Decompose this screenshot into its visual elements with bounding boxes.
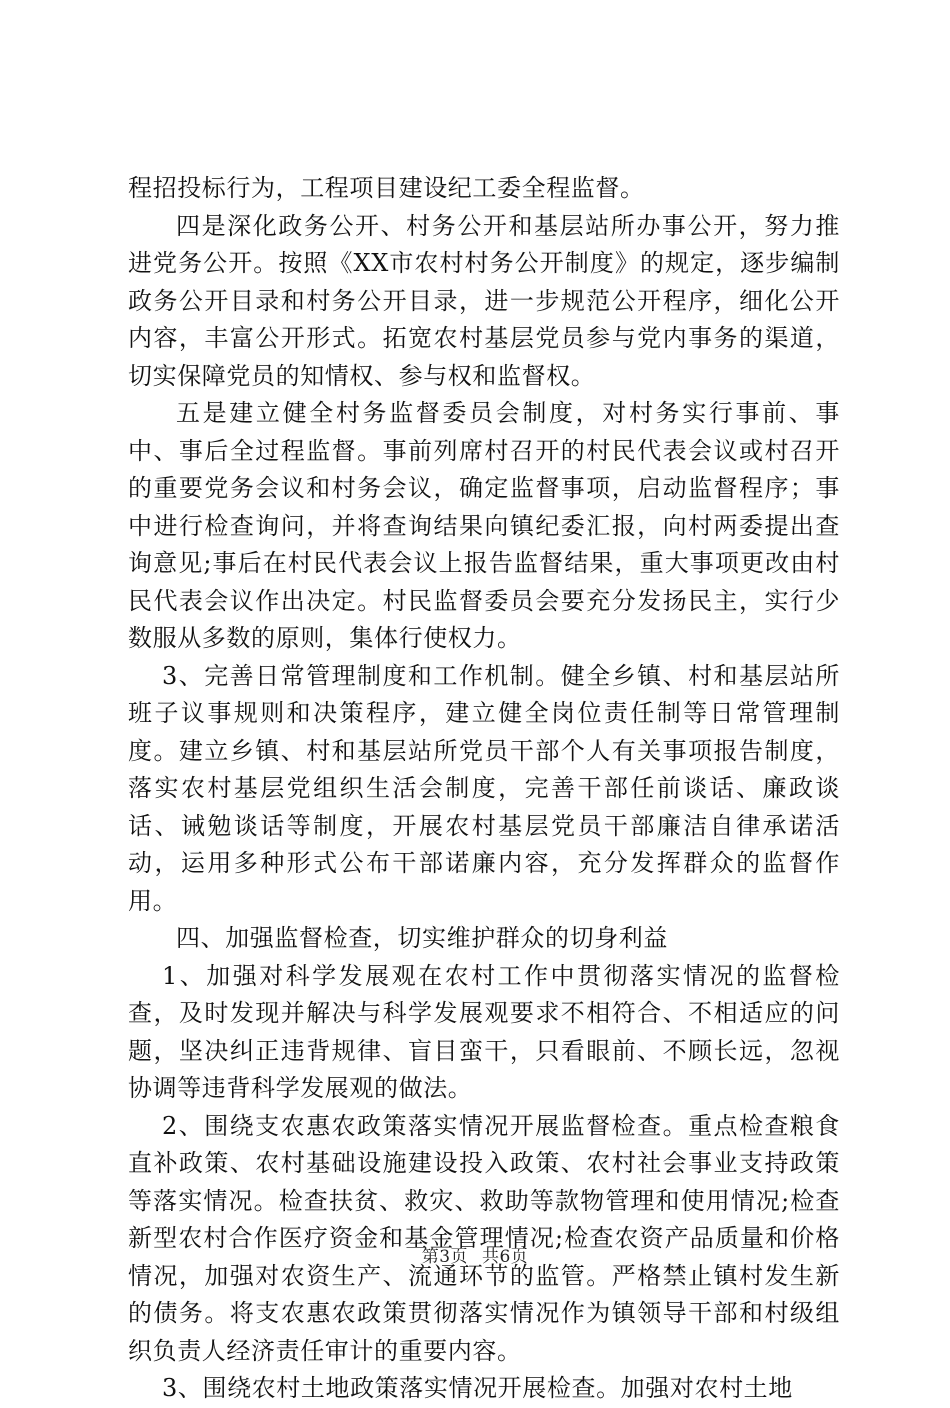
page-footer [0,1242,950,1267]
page-total: 共6页 [481,1247,529,1267]
paragraph-subsection-2: 2、围绕支农惠农政策落实情况开展监督检查。重点检查粮食直补政策、农村基础设施建设投入政策、农村社会事业支持政策等落实情况。检查扶贫、救灾、救助等款物管理和使用情况;检查新型农村合作医疗资金和基金管理情况;检查农资产品质量和价格情况，加强对农资生产、流通环节的监管。严格禁止镇村发生新的债务。将支农惠农政策贯彻落实情况作为镇领导干部和村级组织负责人经济责任审计的重要内容。 [128,1111,840,1365]
paragraph-section-3: 3、完善日常管理制度和工作机制。健全乡镇、村和基层站所班子议事规则和决策程序，建立健全岗位责任制等日常管理制度。建立乡镇、村和基层站所党员干部个人有关事项报告制度，落实农村基层党组织生活会制度，完善干部任前谈话、廉政谈话、诫勉谈话等制度，开展农村基层党员干部廉洁自律承诺活动，运用多种形式公布干部诺廉内容，充分发挥群众的监督作用。 [128,661,840,915]
page-number: 第3页 [421,1247,469,1267]
paragraph-subsection-1: 1、加强对科学发展观在农村工作中贯彻落实情况的监督检查，及时发现并解决与科学发展观要求不相符合、不相适应的问题，坚决纠正违背规律、盲目蛮干，只看眼前、不顾长远，忽视协调等违背科学发展观的做法。 [128,961,840,1102]
paragraph-item-4: 四是深化政务公开、村务公开和基层站所办事公开，努力推进党务公开。按照《XX市农村村务公开制度》的规定，逐步编制政务公开目录和村务公开目录，进一步规范公开程序，细化公开内容，丰富公开形式。拓宽农村基层党员参与党内事务的渠道，切实保障党员的知情权、参与权和监督权。 [128,211,840,390]
section-heading-4: 四、加强监督检查，切实维护群众的切身利益 [176,924,668,952]
paragraph-item-5: 五是建立健全村务监督委员会制度，对村务实行事前、事中、事后全过程监督。事前列席村召开的村民代表会议或村召开的重要党务会议和村务会议，确定监督事项，启动监督程序；事中进行检查询问，并将查询结果向镇纪委汇报，向村两委提出查询意见;事后在村民代表会议上报告监督结果，重大事项更改由村民代表会议作出决定。村民监督委员会要充分发扬民主，实行少数服从多数的原则，集体行使权力。 [128,399,840,652]
paragraph-subsection-3: 3、围绕农村土地政策落实情况开展检查。加强对农村土地 [162,1374,793,1402]
paragraph-continuation: 程招投标行为，工程项目建设纪工委全程监督。 [128,174,645,202]
document-body [128,170,840,1408]
